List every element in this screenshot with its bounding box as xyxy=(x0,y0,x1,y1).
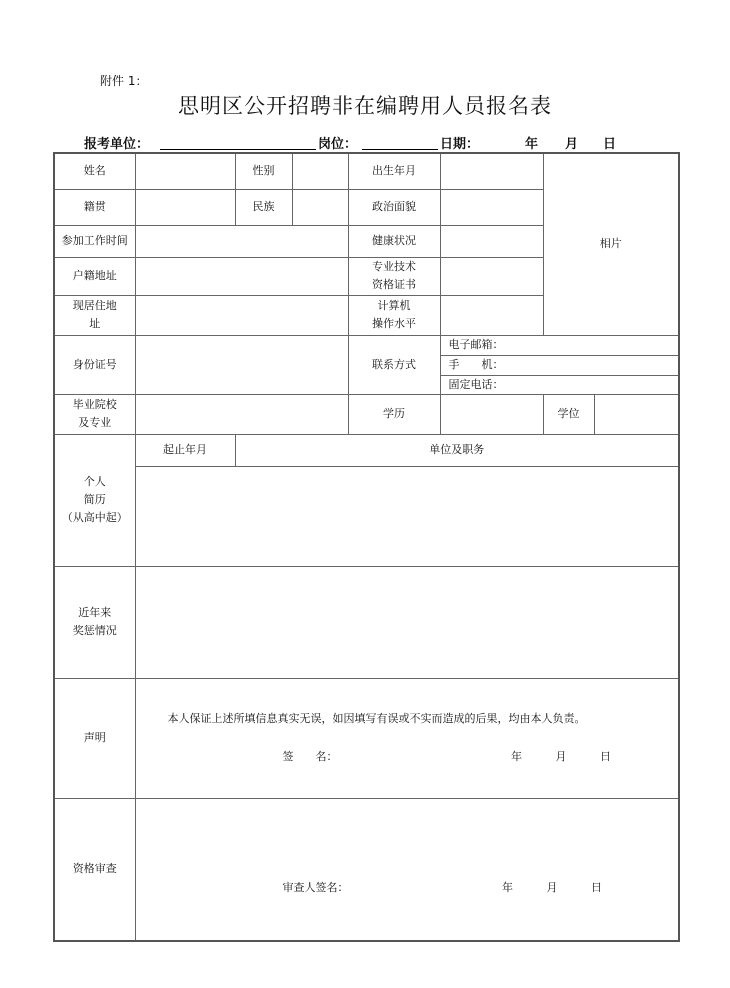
education-cell[interactable] xyxy=(440,394,543,434)
date-day: 日 xyxy=(603,137,617,152)
date-year: 年 xyxy=(525,137,539,152)
unit-position-header: 单位及职务 xyxy=(235,434,679,466)
school-cell[interactable] xyxy=(135,394,348,434)
computer-label-line2: 操作水平 xyxy=(372,317,416,330)
id-number-cell[interactable] xyxy=(135,335,348,394)
gender-label: 性别 xyxy=(235,153,292,189)
mobile-line[interactable]: 手 机： xyxy=(441,356,679,376)
signature-day: 日 xyxy=(600,750,611,763)
health-label: 健康状况 xyxy=(348,225,440,257)
landline-line[interactable]: 固定电话： xyxy=(448,377,504,391)
degree-label: 学位 xyxy=(543,394,594,434)
degree-cell[interactable] xyxy=(594,394,679,434)
residence-label-line1: 现居住地 xyxy=(72,299,117,312)
ethnicity-cell[interactable] xyxy=(292,189,348,225)
review-day: 日 xyxy=(591,880,602,894)
residence-label-line2: 址 xyxy=(89,317,101,330)
resume-label-line1: 个人 xyxy=(83,475,106,488)
household-label: 户籍地址 xyxy=(54,257,135,295)
reviewer-signature-line xyxy=(138,879,677,897)
contact-cell xyxy=(440,335,679,394)
resume-cell[interactable] xyxy=(135,466,679,566)
name-cell[interactable] xyxy=(135,153,235,189)
residence-label xyxy=(54,295,135,335)
health-cell[interactable] xyxy=(440,225,543,257)
cert-label-line1: 专业技术 xyxy=(372,260,416,273)
attachment-label: 附件 1： xyxy=(100,74,148,88)
cert-label xyxy=(348,257,440,295)
computer-label xyxy=(348,295,440,335)
name-label: 姓名 xyxy=(54,153,135,189)
review-month: 月 xyxy=(546,880,558,894)
awards-label xyxy=(54,566,135,678)
computer-cell[interactable] xyxy=(440,295,543,335)
birth-cell[interactable] xyxy=(440,153,543,189)
review-year: 年 xyxy=(502,880,513,894)
post-label: 岗位： xyxy=(318,137,358,152)
signature-month: 月 xyxy=(555,750,567,763)
awards-cell[interactable] xyxy=(135,566,679,678)
resume-label xyxy=(54,434,135,566)
residence-cell[interactable] xyxy=(135,295,348,335)
resume-label-line2: 简历 xyxy=(83,493,106,506)
work-start-cell[interactable] xyxy=(135,225,348,257)
period-header: 起止年月 xyxy=(135,434,235,466)
date-label: 日期： xyxy=(440,137,480,152)
signature-label: 签 名： xyxy=(282,750,338,763)
date-month: 月 xyxy=(565,137,579,152)
registration-form xyxy=(53,152,680,942)
declaration-cell xyxy=(135,678,679,798)
household-cell[interactable] xyxy=(135,257,348,295)
school-label-line1: 毕业院校 xyxy=(72,398,117,411)
school-label xyxy=(54,394,135,434)
declaration-label: 声明 xyxy=(54,678,135,798)
email-line[interactable]: 电子邮箱： xyxy=(441,336,679,356)
school-label-line2: 及专业 xyxy=(78,416,112,429)
signature-line xyxy=(138,748,677,766)
political-status-label: 政治面貌 xyxy=(348,189,440,225)
declaration-text: 本人保证上述所填信息真实无误，如因填写有误或不实而造成的后果，均由本人负责。 xyxy=(167,712,586,725)
contact-label: 联系方式 xyxy=(348,335,440,394)
resume-label-line3: （从高中起） xyxy=(61,511,128,524)
birth-label: 出生年月 xyxy=(348,153,440,189)
photo-cell[interactable]: 相片 xyxy=(543,153,679,335)
work-start-label: 参加工作时间 xyxy=(54,225,135,257)
awards-label-line2: 奖惩情况 xyxy=(72,624,117,637)
review-label: 资格审查 xyxy=(54,798,135,941)
awards-label-line1: 近年来 xyxy=(78,606,112,619)
gender-cell[interactable] xyxy=(292,153,348,189)
review-cell[interactable] xyxy=(135,798,679,941)
native-place-cell[interactable] xyxy=(135,189,235,225)
cert-label-line2: 资格证书 xyxy=(372,278,416,291)
native-place-label: 籍贯 xyxy=(54,189,135,225)
form-title: 思明区公开招聘非在编聘用人员报名表 xyxy=(178,94,552,118)
computer-label-line1: 计算机 xyxy=(377,299,411,312)
education-label: 学历 xyxy=(348,394,440,434)
id-number-label: 身份证号 xyxy=(54,335,135,394)
signature-year: 年 xyxy=(511,750,522,763)
unit-label: 报考单位： xyxy=(84,137,150,152)
unit-field[interactable] xyxy=(160,149,316,150)
reviewer-signature-label: 审查人签名： xyxy=(282,880,349,894)
cert-cell[interactable] xyxy=(440,257,543,295)
ethnicity-label: 民族 xyxy=(235,189,292,225)
post-field[interactable] xyxy=(362,149,438,150)
political-status-cell[interactable] xyxy=(440,189,543,225)
